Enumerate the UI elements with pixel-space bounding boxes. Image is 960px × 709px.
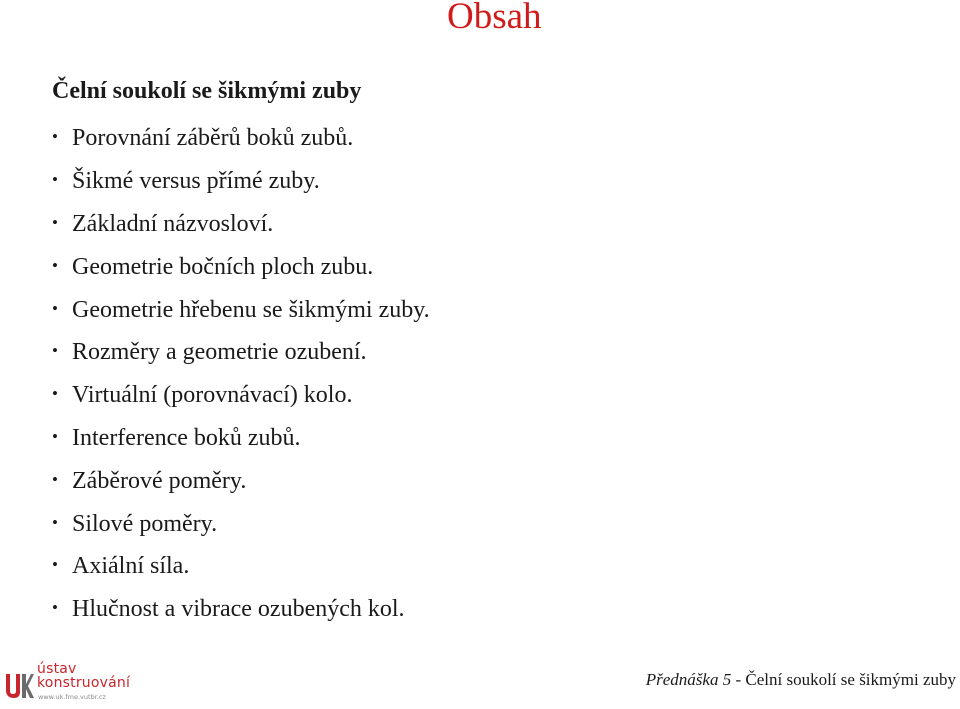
list-item (52, 331, 430, 374)
list-item-text: Hlučnost a vibrace ozubených kol. (72, 596, 405, 623)
list-item (52, 117, 430, 160)
bullet-icon: • (52, 598, 58, 618)
logo-text-line1: ústav (37, 661, 77, 677)
bullet-icon: • (52, 426, 58, 446)
list-item-text: Interference boků zubů. (72, 424, 301, 451)
list-item (52, 502, 430, 545)
footer-separator: - (731, 670, 746, 689)
list-item (52, 374, 430, 417)
institute-logo (4, 662, 132, 706)
list-item (52, 160, 430, 203)
bullet-icon: • (52, 469, 58, 489)
bullet-icon: • (52, 512, 58, 532)
list-item (52, 459, 430, 502)
list-item-text: Záběrové poměry. (72, 467, 247, 494)
bullet-icon: • (52, 298, 58, 318)
bullet-icon: • (52, 212, 58, 232)
bullet-icon: • (52, 341, 58, 361)
list-item (52, 245, 430, 288)
list-item (52, 288, 430, 331)
bullet-icon: • (52, 127, 58, 147)
list-item-text: Geometrie hřebenu se šikmými zuby. (72, 296, 430, 323)
list-item-text: Virtuální (porovnávací) kolo. (72, 382, 353, 409)
bullet-icon: • (52, 555, 58, 575)
contents-list (52, 117, 430, 631)
section-heading: Čelní soukolí se šikmými zuby (52, 78, 362, 104)
uk-logo-icon (4, 670, 34, 700)
list-item-text: Základní názvosloví. (72, 210, 274, 237)
footer-lecture: Přednáška 5 (645, 670, 732, 689)
list-item-text: Silové poměry. (72, 510, 218, 537)
bullet-icon: • (52, 384, 58, 404)
page-title: Obsah (447, 0, 542, 37)
list-item (52, 545, 430, 588)
footer-topic: Čelní soukolí se šikmými zuby (745, 670, 956, 689)
list-item-text: Geometrie bočních ploch zubu. (72, 253, 374, 280)
bullet-icon: • (52, 255, 58, 275)
list-item-text: Axiální síla. (72, 553, 190, 580)
list-item (52, 417, 430, 460)
list-item-text: Šikmé versus přímé zuby. (72, 168, 320, 195)
logo-url: www.uk.fme.vutbr.cz (38, 693, 106, 701)
list-item (52, 203, 430, 246)
logo-text-line2: konstruování (37, 675, 131, 691)
list-item-text: Rozměry a geometrie ozubení. (72, 339, 367, 366)
list-item (52, 588, 430, 631)
list-item-text: Porovnání záběrů boků zubů. (72, 125, 354, 152)
slide-footer (646, 670, 956, 690)
bullet-icon: • (52, 170, 58, 190)
